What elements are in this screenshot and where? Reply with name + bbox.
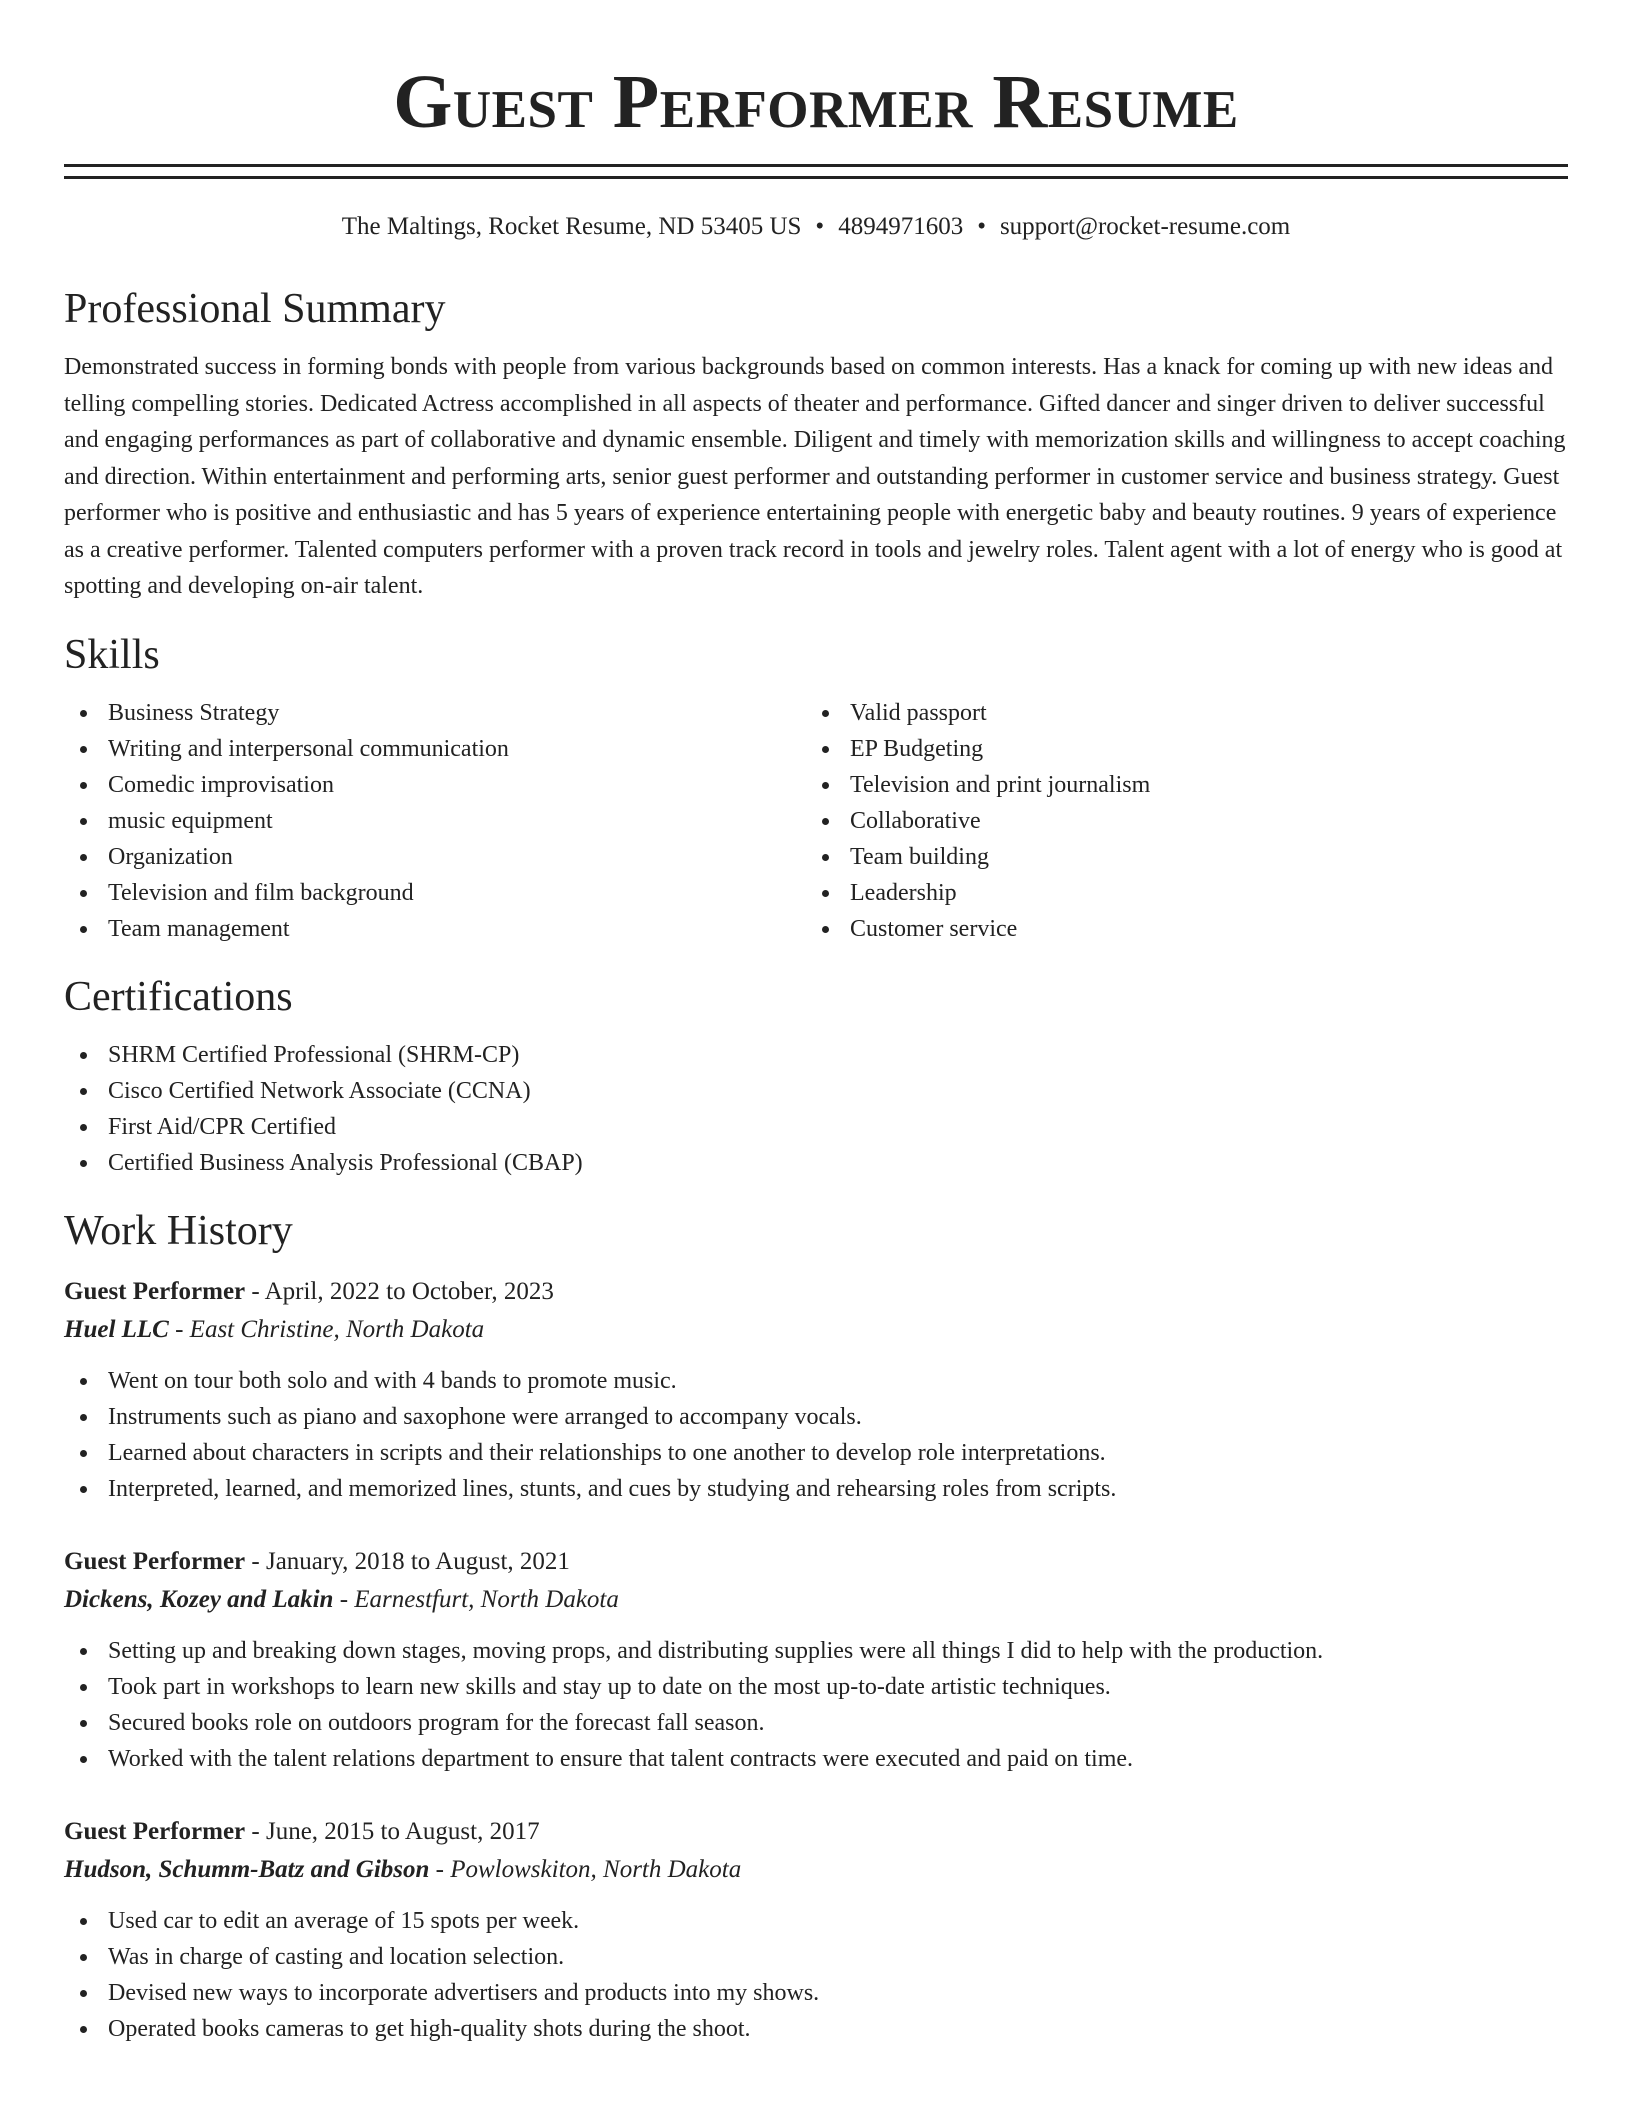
skill-item: Business Strategy [64,695,806,731]
section-heading: Skills [64,631,160,678]
job-duty-item: Operated books cameras to get high-quality shots during the shoot. [64,2011,1568,2047]
contact-separator: • [977,213,986,240]
contact-line [64,209,1568,245]
job-duties-list [64,1633,1568,1777]
contact-separator: • [815,213,825,240]
job-company-line [64,1311,1568,1349]
skill-item: Customer service [806,911,1548,947]
job-duty-item: Used car to edit an average of 15 spots per week. [64,1903,1568,1939]
job-duty-item: Was in charge of casting and location selection. [64,1939,1568,1975]
section-heading: Professional Summary [64,286,446,332]
skills-column-left [64,695,806,947]
skill-item: Collaborative [806,803,1548,839]
skills-section [64,629,1568,947]
job-dates: - April, 2022 to October, 2023 [245,1277,554,1305]
skill-item: music equipment [64,803,806,839]
job-company: Hudson, Schumm-Batz and Gibson [64,1855,430,1883]
job-entry [64,1813,1568,2047]
skill-item: Team building [806,839,1548,875]
certification-item: First Aid/CPR Certified [64,1109,1568,1145]
resume-title: Guest Performer Resume [393,60,1239,144]
certification-item: Cisco Certified Network Associate (CCNA) [64,1073,1568,1109]
job-duty-item: Devised new ways to incorporate advertisers and products into my shows. [64,1975,1568,2011]
certification-item: SHRM Certified Professional (SHRM-CP) [64,1037,1568,1073]
job-company: Dickens, Kozey and Lakin [64,1585,334,1613]
job-duties-list [64,1903,1568,2047]
job-duty-item: Took part in workshops to learn new skills and stay up to date on the most up-to-date artistic techniques. [64,1669,1568,1705]
contact-email: support@rocket-resume.com [999,213,1291,240]
job-company-line [64,1851,1568,1889]
contact-phone: 4894971603 [838,213,964,240]
skill-item: Valid passport [806,695,1548,731]
certifications-list [64,1037,1568,1181]
certifications-section [64,971,1568,1181]
job-duty-item: Went on tour both solo and with 4 bands to promote music. [64,1363,1568,1399]
skills-list [806,695,1548,947]
job-duties-list [64,1363,1568,1507]
skill-item: EP Budgeting [806,731,1548,767]
skill-item: Team management [64,911,806,947]
work-history-section [64,1205,1568,2047]
contact-address: The Maltings, Rocket Resume, ND 53405 US [341,213,802,240]
job-location: - East Christine, North Dakota [168,1315,485,1343]
skill-item: Comedic improvisation [64,767,806,803]
double-rule-divider [64,164,1568,179]
job-title-line [64,1813,1568,1851]
skill-item: Organization [64,839,806,875]
job-location: - Earnestfurt, North Dakota [333,1585,619,1613]
job-role: Guest Performer [64,1547,246,1575]
job-duty-item: Learned about characters in scripts and their relationships to one another to develop role interpretations. [64,1435,1568,1471]
job-duty-item: Setting up and breaking down stages, moving props, and distributing supplies were all things I did to help with the production. [64,1633,1568,1669]
job-dates: - June, 2015 to August, 2017 [245,1817,540,1845]
job-dates: - January, 2018 to August, 2021 [245,1547,570,1575]
section-heading: Certifications [64,973,293,1020]
job-entry [64,1273,1568,1507]
job-duty-item: Secured books role on outdoors program for the forecast fall season. [64,1705,1568,1741]
skills-list [64,695,806,947]
certification-item: Certified Business Analysis Professional (CBAP) [64,1145,1568,1181]
job-duty-item: Worked with the talent relations department to ensure that talent contracts were executed and paid on time. [64,1741,1568,1777]
skill-item: Leadership [806,875,1548,911]
skill-item: Writing and interpersonal communication [64,731,806,767]
summary-paragraph: Demonstrated success in forming bonds with people from various backgrounds based on common interests. Has a knack for coming up with new ideas and telling compelling stories. Dedicated Actress accomplished in all aspects of theater and performance. Gifted dancer and singer driven to deliver successful and engaging performances as part of collaborative and dynamic ensemble. Diligent and timely with memorization skills and willingness to accept coaching and direction. Within entertainment and performing arts, senior guest performer and outstanding performer in customer service and business strategy. Guest performer who is positive and enthusiastic and has 5 years of experience entertaining people with energetic baby and beauty routines. 9 years of experience as a creative performer. Talented computers performer with a proven track record in tools and jewelry roles. Talent agent with a lot of energy who is good at spotting and developing on-air talent. [64,354,1566,599]
job-title-line [64,1543,1568,1581]
professional-summary-section [64,283,1568,605]
job-duty-item: Instruments such as piano and saxophone were arranged to accompany vocals. [64,1399,1568,1435]
skill-item: Television and print journalism [806,767,1548,803]
job-title-line [64,1273,1568,1311]
job-role: Guest Performer [64,1817,246,1845]
job-company-line [64,1581,1568,1619]
job-company: Huel LLC [64,1315,169,1343]
job-entry [64,1543,1568,1777]
skill-item: Television and film background [64,875,806,911]
section-heading: Work History [64,1207,293,1254]
skills-grid [64,695,1568,947]
job-role: Guest Performer [64,1277,246,1305]
skills-column-right [806,695,1548,947]
job-duty-item: Interpreted, learned, and memorized lines, stunts, and cues by studying and rehearsing roles from scripts. [64,1471,1568,1507]
job-location: - Powlowskiton, North Dakota [429,1855,742,1883]
